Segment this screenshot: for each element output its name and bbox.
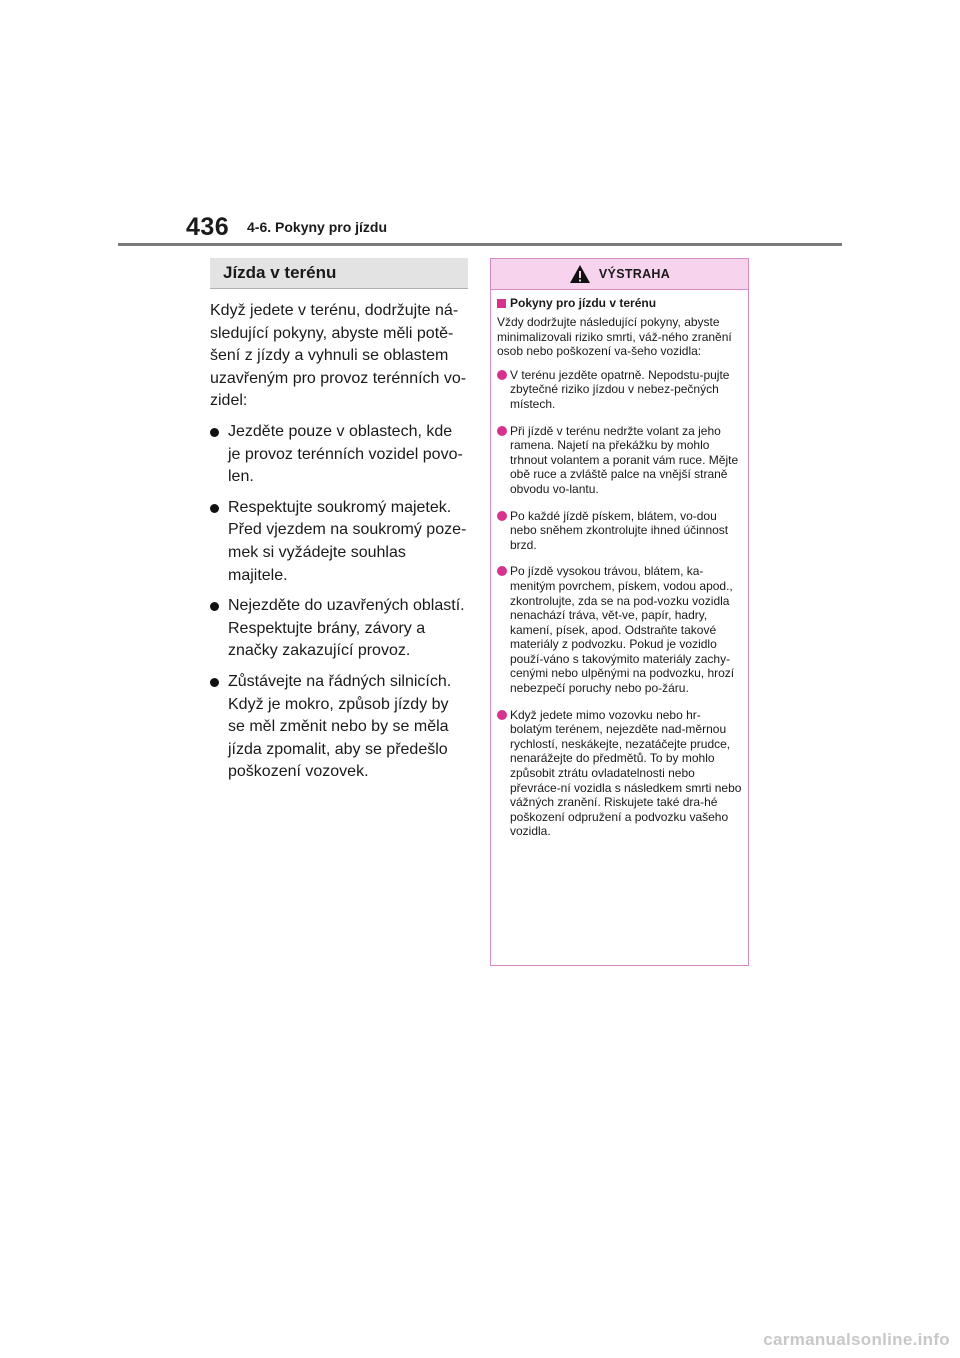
warning-triangle-icon — [569, 264, 591, 284]
intro-paragraph: Když jedete v terénu, dodržujte ná-sledující pokyny, abyste měli potě-šení z jízdy a vyhnuli se oblastem uzavřeným pro provoz terénních vo-zidel: — [210, 302, 467, 410]
page-number: 436 — [186, 213, 230, 241]
warning-item-text: Po každé jízdě pískem, blátem, vo-dou nebo sněhem zkontrolujte ihned účinnost brzd. — [510, 508, 729, 552]
bullet-icon — [210, 428, 219, 437]
main-column — [210, 258, 468, 792]
warning-item-text: Když jedete mimo vozovku nebo hr-bolatým terénem, nejezděte nad-měrnou rychlostí, neskákejte, nezatáčejte prudce, nenarážejte do předmětů. To by mohlo způsobit ztrátu ovladatelnosti nebo převráce-ní vozidla s následkem smrti nebo vážných zranění. Riskujete také dra-hé poškození odpružení a podvozku vašeho vozidla. — [510, 707, 742, 839]
circle-bullet-icon — [497, 566, 507, 576]
warning-item-text: Po jízdě vysokou trávou, blátem, ka-menitým povrchem, pískem, vodou apod., zkontrolujte, zda se na pod-vozku vozidla nenachází tráva, vět-ve, papír, hadry, kamení, písek, apod. Odstraňte takové materiály z podvozku. Pokud je vozidlo použí-váno s takovýmito materiály zachy-cenými nebo ulpěnými na podvozku, hrozí nebezpečí poruchy nebo po-žáru. — [510, 564, 735, 696]
warning-item — [497, 564, 742, 695]
warning-item-text: Při jízdě v terénu nedržte volant za jeho ramena. Najetí na překážku by mohlo trhnout volantem a poranit vám ruce. Mějte obě ruce a zvláště palce na vnější straně obvodu vo-lantu. — [510, 423, 739, 496]
list-item — [210, 671, 468, 784]
list-item — [210, 421, 468, 489]
square-bullet-icon — [497, 299, 506, 308]
warning-item — [497, 424, 742, 497]
section-heading: Jízda v terénu — [210, 258, 468, 289]
list-item-text: Respektujte soukromý majetek. Před vjezdem na soukromý poze-mek si vyžádejte souhlas majitele. — [228, 498, 467, 584]
watermark: carmanualsonline.info — [763, 1330, 950, 1349]
circle-bullet-icon — [497, 511, 507, 521]
warning-item — [497, 368, 742, 412]
warning-box — [490, 258, 749, 966]
list-item — [210, 497, 468, 587]
circle-bullet-icon — [497, 426, 507, 436]
warning-subheading — [497, 296, 742, 310]
circle-bullet-icon — [497, 370, 507, 380]
bullet-list — [210, 421, 468, 784]
header-divider — [118, 243, 842, 246]
bullet-icon — [210, 678, 219, 687]
chapter-title: 4-6. Pokyny pro jízdu — [247, 219, 388, 235]
list-item — [210, 595, 468, 663]
circle-bullet-icon — [497, 710, 507, 720]
bullet-icon — [210, 602, 219, 611]
list-item-text: Zůstávejte na řádných silnicích. Když je mokro, způsob jízdy by se měl změnit nebo by se měla jízda zpomalit, aby se předešlo poškození vozovek. — [228, 672, 452, 781]
bullet-icon — [210, 504, 219, 513]
warning-item — [497, 509, 742, 553]
list-item-text: Jezděte pouze v oblastech, kde je provoz terénních vozidel povo-len. — [228, 422, 463, 486]
warning-subheading-text: Pokyny pro jízdu v terénu — [510, 296, 657, 310]
warning-item-text: V terénu jezděte opatrně. Nepodstu-pujte zbytečné riziko jízdou v nebez-pečných místech. — [510, 367, 730, 411]
warning-intro: Vždy dodržujte následující pokyny, abyste minimalizovali riziko smrti, váž-ného zranění osob nebo poškození va-šeho vozidla: — [497, 315, 732, 359]
list-item-text: Nejezděte do uzavřených oblastí. Respektujte brány, závory a značky zakazující provoz. — [228, 597, 465, 660]
warning-list — [497, 368, 742, 839]
warning-body — [491, 290, 748, 839]
warning-header — [491, 259, 748, 290]
warning-title: VÝSTRAHA — [598, 267, 671, 281]
warning-item — [497, 708, 742, 839]
